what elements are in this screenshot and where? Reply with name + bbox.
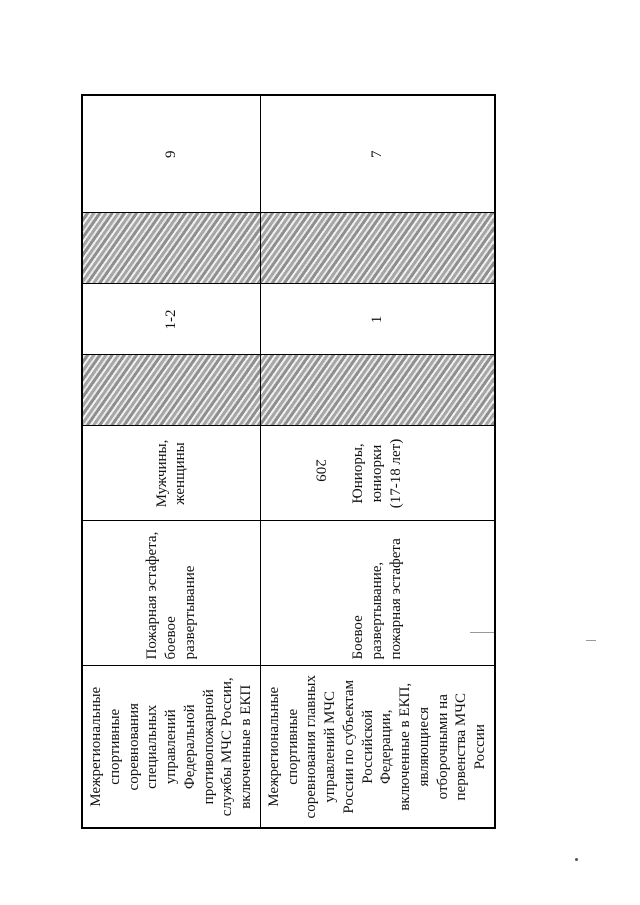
shaded-cell: [82, 355, 260, 426]
competition-table: [81, 94, 496, 829]
shaded-cell: [82, 213, 260, 284]
table-row: [82, 95, 260, 828]
scan-speck: [575, 858, 578, 861]
page-number: 209: [312, 459, 329, 482]
competition-name-cell: Межрегиональные спортивные соревнования главных управлений МЧС России по субъектам Российской Федерации, включенные в ЕКП, являющиеся отборочными на первенства МЧС России: [260, 666, 495, 828]
age-group-cell: Мужчины, женщины: [82, 426, 260, 521]
table-row: [260, 95, 495, 828]
rotated-table-wrapper: [81, 96, 488, 829]
scan-artifact-line: [586, 640, 596, 641]
shaded-cell: [260, 355, 495, 426]
shaded-cell: [260, 213, 495, 284]
scan-artifact-line: [470, 632, 494, 633]
stage-cell: 1-2: [82, 284, 260, 355]
disciplines-cell: Пожарная эстафета, боевое развертывание: [82, 521, 260, 666]
quantity-cell: 9: [82, 95, 260, 213]
competition-name-cell: Межрегиональные спортивные соревнования специальных управлений Федеральной противопожарной службы МЧС России, включенные в ЕКП: [82, 666, 260, 828]
disciplines-cell: Боевое развертывание, пожарная эстафета: [260, 521, 495, 666]
stage-cell: 1: [260, 284, 495, 355]
age-group-cell: Юниоры, юниорки (17-18 лет): [260, 426, 495, 521]
quantity-cell: 7: [260, 95, 495, 213]
